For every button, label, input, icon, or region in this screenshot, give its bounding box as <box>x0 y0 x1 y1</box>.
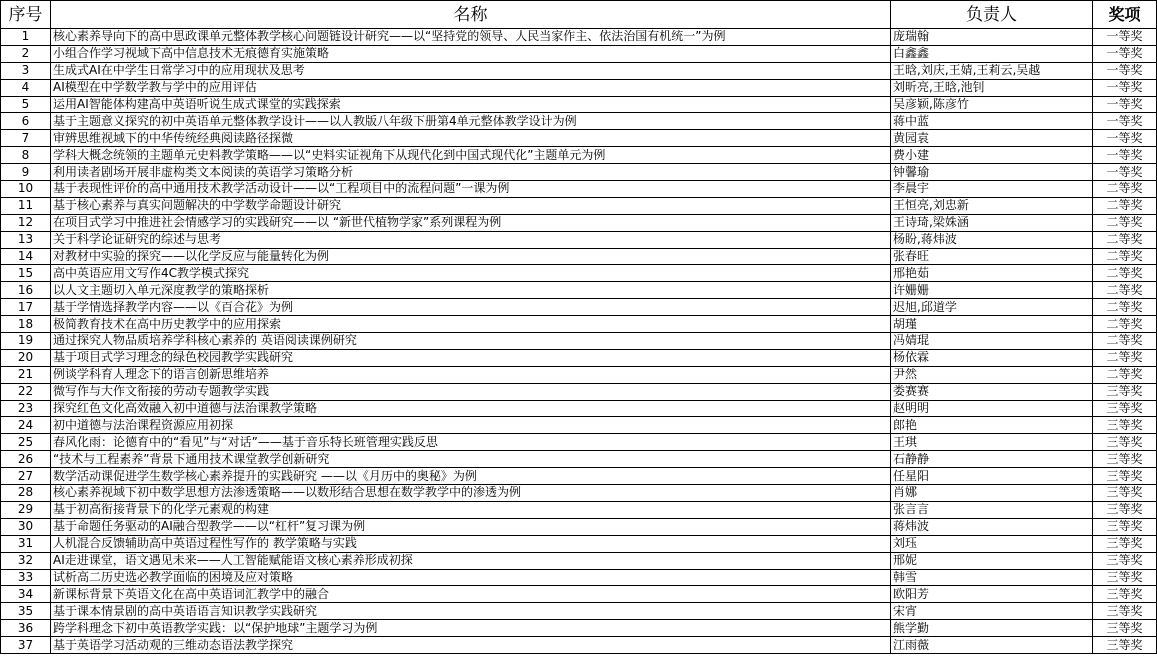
cell-no[interactable]: 26 <box>1 451 51 468</box>
cell-no[interactable]: 34 <box>1 586 51 603</box>
cell-award[interactable]: 二等奖 <box>1093 214 1157 231</box>
cell-person[interactable]: 熊学勤 <box>891 620 1093 637</box>
table-row <box>1 485 1157 502</box>
cell-award[interactable]: 二等奖 <box>1093 282 1157 299</box>
table-row <box>1 248 1157 265</box>
cell-person[interactable]: 许姗姗 <box>891 282 1093 299</box>
cell-person[interactable]: 王恒亮,刘忠新 <box>891 197 1093 214</box>
cell-name[interactable]: 基于初高衔接背景下的化学元素观的构建 <box>51 501 891 518</box>
table-row <box>1 535 1157 552</box>
cell-person[interactable]: 娄赛赛 <box>891 383 1093 400</box>
cell-name[interactable]: 数学活动课促进学生数学核心素养提升的实践研究 ——以《月历中的奥秘》为例 <box>51 468 891 485</box>
table-row <box>1 552 1157 569</box>
cell-person[interactable]: 吴彦颖,陈彦竹 <box>891 96 1093 113</box>
cell-person[interactable]: 韩雪 <box>891 569 1093 586</box>
cell-name[interactable]: 微写作与大作文衔接的劳动专题教学实践 <box>51 383 891 400</box>
cell-name[interactable]: 在项目式学习中推进社会情感学习的实践研究——以 “新世代植物学家”系列课程为例 <box>51 214 891 231</box>
cell-name[interactable]: 基于英语学习活动观的三维动态语法教学探究 <box>51 637 891 654</box>
table-row <box>1 620 1157 637</box>
cell-name[interactable]: 新课标背景下英语文化在高中英语词汇教学中的融合 <box>51 586 891 603</box>
cell-no[interactable]: 1 <box>1 29 51 46</box>
cell-no[interactable]: 27 <box>1 468 51 485</box>
table-row <box>1 299 1157 316</box>
cell-name[interactable]: AI走进课堂，语文遇见未来——人工智能赋能语文核心素养形成初探 <box>51 552 891 569</box>
cell-person[interactable]: 李晨宇 <box>891 181 1093 198</box>
cell-no[interactable]: 6 <box>1 113 51 130</box>
cell-name[interactable]: “技术与工程素养”背景下通用技术课堂教学创新研究 <box>51 451 891 468</box>
cell-person[interactable]: 刘昕亮,王晗,池钊 <box>891 79 1093 96</box>
cell-name[interactable]: 通过探究人物品质培养学科核心素养的 英语阅读课例研究 <box>51 333 891 350</box>
cell-award[interactable]: 三等奖 <box>1093 603 1157 620</box>
cell-name[interactable]: 高中英语应用文写作4C教学模式探究 <box>51 265 891 282</box>
cell-person[interactable]: 张言言 <box>891 501 1093 518</box>
table-row <box>1 265 1157 282</box>
cell-name[interactable]: 对教材中实验的探究——以化学反应与能量转化为例 <box>51 248 891 265</box>
table-row <box>1 383 1157 400</box>
cell-no[interactable]: 19 <box>1 333 51 350</box>
table-row <box>1 637 1157 654</box>
cell-person[interactable]: 尹然 <box>891 366 1093 383</box>
table-row <box>1 29 1157 46</box>
cell-no[interactable]: 9 <box>1 164 51 181</box>
cell-person[interactable]: 任星阳 <box>891 468 1093 485</box>
header-name[interactable]: 名称 <box>51 1 891 29</box>
cell-name[interactable]: 跨学科理念下初中英语教学实践：以“保护地球”主题学习为例 <box>51 620 891 637</box>
cell-award[interactable]: 二等奖 <box>1093 265 1157 282</box>
cell-no[interactable]: 12 <box>1 214 51 231</box>
cell-person[interactable]: 王琪 <box>891 434 1093 451</box>
table-row <box>1 501 1157 518</box>
header-no[interactable]: 序号 <box>1 1 51 29</box>
cell-person[interactable]: 迟旭,邱道学 <box>891 299 1093 316</box>
cell-no[interactable]: 17 <box>1 299 51 316</box>
table-row <box>1 231 1157 248</box>
cell-name[interactable]: 基于学情选择教学内容——以《百合花》为例 <box>51 299 891 316</box>
cell-no[interactable]: 37 <box>1 637 51 654</box>
cell-name[interactable]: 人机混合反馈辅助高中英语过程性写作的 教学策略与实践 <box>51 535 891 552</box>
table-header <box>1 1 1157 29</box>
table-row <box>1 164 1157 181</box>
cell-award[interactable]: 一等奖 <box>1093 164 1157 181</box>
cell-name[interactable]: 探究红色文化高效融入初中道德与法治课教学策略 <box>51 400 891 417</box>
cell-person[interactable]: 蒋中蓝 <box>891 113 1093 130</box>
table-row <box>1 45 1157 62</box>
table-row <box>1 569 1157 586</box>
cell-no[interactable]: 11 <box>1 197 51 214</box>
cell-no[interactable]: 3 <box>1 62 51 79</box>
cell-award[interactable]: 三等奖 <box>1093 417 1157 434</box>
table-row <box>1 62 1157 79</box>
cell-no[interactable]: 10 <box>1 181 51 198</box>
cell-no[interactable]: 33 <box>1 569 51 586</box>
table-row <box>1 603 1157 620</box>
table-row <box>1 197 1157 214</box>
cell-name[interactable]: 基于命题任务驱动的AI融合型教学——以“杠杆”复习课为例 <box>51 518 891 535</box>
table-row <box>1 113 1157 130</box>
table-row <box>1 333 1157 350</box>
table-row <box>1 130 1157 147</box>
cell-person[interactable]: 胡瑾 <box>891 316 1093 333</box>
cell-name[interactable]: 生成式AI在中学生日常学习中的应用现状及思考 <box>51 62 891 79</box>
cell-name[interactable]: 基于核心素养与真实问题解决的中学数学命题设计研究 <box>51 197 891 214</box>
cell-name[interactable]: 利用读者剧场开展非虚构类文本阅读的英语学习策略分析 <box>51 164 891 181</box>
cell-award[interactable]: 三等奖 <box>1093 434 1157 451</box>
header-person[interactable]: 负责人 <box>891 1 1093 29</box>
cell-no[interactable]: 22 <box>1 383 51 400</box>
cell-person[interactable]: 邢艳茹 <box>891 265 1093 282</box>
cell-no[interactable]: 13 <box>1 231 51 248</box>
cell-no[interactable]: 21 <box>1 366 51 383</box>
cell-person[interactable]: 欧阳芳 <box>891 586 1093 603</box>
table-row <box>1 518 1157 535</box>
cell-award[interactable]: 一等奖 <box>1093 113 1157 130</box>
cell-person[interactable]: 庞瑞翰 <box>891 29 1093 46</box>
cell-award[interactable]: 三等奖 <box>1093 535 1157 552</box>
cell-award[interactable]: 三等奖 <box>1093 518 1157 535</box>
cell-person[interactable]: 钟馨瑜 <box>891 164 1093 181</box>
cell-person[interactable]: 石静静 <box>891 451 1093 468</box>
cell-name[interactable]: 试析高二历史选必教学面临的困境及应对策略 <box>51 569 891 586</box>
cell-no[interactable]: 4 <box>1 79 51 96</box>
cell-no[interactable]: 15 <box>1 265 51 282</box>
cell-name[interactable]: 以人文主题切入单元深度教学的策略探析 <box>51 282 891 299</box>
header-row <box>1 1 1157 29</box>
table-row <box>1 181 1157 198</box>
cell-person[interactable]: 郎艳 <box>891 417 1093 434</box>
cell-award[interactable]: 一等奖 <box>1093 147 1157 164</box>
cell-no[interactable]: 18 <box>1 316 51 333</box>
table-row <box>1 79 1157 96</box>
cell-award[interactable]: 一等奖 <box>1093 29 1157 46</box>
cell-name[interactable]: 核心素养视域下初中数学思想方法渗透策略——以数形结合思想在数学教学中的渗透为例 <box>51 485 891 502</box>
cell-award[interactable]: 三等奖 <box>1093 501 1157 518</box>
cell-no[interactable]: 25 <box>1 434 51 451</box>
cell-award[interactable]: 二等奖 <box>1093 197 1157 214</box>
cell-person[interactable]: 赵明明 <box>891 400 1093 417</box>
cell-no[interactable]: 29 <box>1 501 51 518</box>
cell-name[interactable]: 关于科学论证研究的综述与思考 <box>51 231 891 248</box>
cell-name[interactable]: 学科大概念统领的主题单元史料教学策略——以“史料实证视角下从现代化到中国式现代化”主题单元为例 <box>51 147 891 164</box>
cell-award[interactable]: 二等奖 <box>1093 316 1157 333</box>
cell-no[interactable]: 32 <box>1 552 51 569</box>
cell-person[interactable]: 白鑫鑫 <box>891 45 1093 62</box>
cell-name[interactable]: 春风化雨：论德育中的“看见”与“对话”——基于音乐特长班管理实践反思 <box>51 434 891 451</box>
cell-name[interactable]: 运用AI智能体构建高中英语听说生成式课堂的实践探索 <box>51 96 891 113</box>
cell-award[interactable]: 二等奖 <box>1093 366 1157 383</box>
cell-award[interactable]: 三等奖 <box>1093 485 1157 502</box>
cell-person[interactable]: 邢妮 <box>891 552 1093 569</box>
cell-person[interactable]: 黄园袁 <box>891 130 1093 147</box>
cell-award[interactable]: 三等奖 <box>1093 620 1157 637</box>
cell-person[interactable]: 蒋炜波 <box>891 518 1093 535</box>
cell-person[interactable]: 江雨薇 <box>891 637 1093 654</box>
table-row <box>1 147 1157 164</box>
cell-person[interactable]: 费小建 <box>891 147 1093 164</box>
table-row <box>1 434 1157 451</box>
cell-award[interactable]: 三等奖 <box>1093 552 1157 569</box>
table-row <box>1 586 1157 603</box>
cell-no[interactable]: 16 <box>1 282 51 299</box>
cell-person[interactable]: 宋宵 <box>891 603 1093 620</box>
cell-no[interactable]: 35 <box>1 603 51 620</box>
table-body <box>1 29 1157 654</box>
cell-award[interactable]: 三等奖 <box>1093 586 1157 603</box>
cell-no[interactable]: 20 <box>1 349 51 366</box>
cell-no[interactable]: 24 <box>1 417 51 434</box>
cell-award[interactable]: 二等奖 <box>1093 231 1157 248</box>
cell-name[interactable]: AI模型在中学数学教与学中的应用评估 <box>51 79 891 96</box>
cell-award[interactable]: 一等奖 <box>1093 79 1157 96</box>
cell-award[interactable]: 二等奖 <box>1093 333 1157 350</box>
cell-no[interactable]: 28 <box>1 485 51 502</box>
cell-no[interactable]: 30 <box>1 518 51 535</box>
cell-person[interactable]: 杨依霖 <box>891 349 1093 366</box>
cell-person[interactable]: 刘珏 <box>891 535 1093 552</box>
cell-no[interactable]: 14 <box>1 248 51 265</box>
cell-person[interactable]: 张春旺 <box>891 248 1093 265</box>
cell-person[interactable]: 冯婧琨 <box>891 333 1093 350</box>
cell-no[interactable]: 23 <box>1 400 51 417</box>
cell-person[interactable]: 王诗琦,梁姝涵 <box>891 214 1093 231</box>
cell-name[interactable]: 基于主题意义探究的初中英语单元整体教学设计——以人教版八年级下册第4单元整体教学设计为例 <box>51 113 891 130</box>
cell-no[interactable]: 8 <box>1 147 51 164</box>
cell-award[interactable]: 二等奖 <box>1093 299 1157 316</box>
cell-no[interactable]: 2 <box>1 45 51 62</box>
table-row <box>1 214 1157 231</box>
table-row <box>1 451 1157 468</box>
cell-name[interactable]: 基于项目式学习理念的绿色校园教学实践研究 <box>51 349 891 366</box>
cell-no[interactable]: 5 <box>1 96 51 113</box>
cell-name[interactable]: 审辨思维视域下的中华传统经典阅读路径探微 <box>51 130 891 147</box>
cell-name[interactable]: 极简教育技术在高中历史教学中的应用探索 <box>51 316 891 333</box>
table-row <box>1 316 1157 333</box>
cell-award[interactable]: 二等奖 <box>1093 349 1157 366</box>
cell-award[interactable]: 一等奖 <box>1093 45 1157 62</box>
cell-name[interactable]: 核心素养导向下的高中思政课单元整体教学核心问题链设计研究——以“坚持党的领导、人民当家作主、依法治国有机统一”为例 <box>51 29 891 46</box>
cell-award[interactable]: 三等奖 <box>1093 400 1157 417</box>
header-award[interactable]: 奖项 <box>1093 1 1157 29</box>
cell-no[interactable]: 36 <box>1 620 51 637</box>
cell-person[interactable]: 肖娜 <box>891 485 1093 502</box>
cell-name[interactable]: 基于表现性评价的高中通用技术教学活动设计——以“工程项目中的流程问题”一课为例 <box>51 181 891 198</box>
cell-no[interactable]: 7 <box>1 130 51 147</box>
cell-award[interactable]: 一等奖 <box>1093 130 1157 147</box>
cell-name[interactable]: 例谈学科育人理念下的语言创新思维培养 <box>51 366 891 383</box>
table-row <box>1 96 1157 113</box>
cell-award[interactable]: 三等奖 <box>1093 468 1157 485</box>
cell-award[interactable]: 二等奖 <box>1093 181 1157 198</box>
table-row <box>1 366 1157 383</box>
cell-name[interactable]: 初中道德与法治课程资源应用初探 <box>51 417 891 434</box>
cell-no[interactable]: 31 <box>1 535 51 552</box>
cell-award[interactable]: 三等奖 <box>1093 637 1157 654</box>
cell-name[interactable]: 小组合作学习视域下高中信息技术无痕德育实施策略 <box>51 45 891 62</box>
cell-person[interactable]: 杨盼,蒋炜波 <box>891 231 1093 248</box>
table-row <box>1 417 1157 434</box>
cell-award[interactable]: 一等奖 <box>1093 96 1157 113</box>
cell-award[interactable]: 二等奖 <box>1093 248 1157 265</box>
cell-award[interactable]: 三等奖 <box>1093 569 1157 586</box>
table-row <box>1 349 1157 366</box>
table-row <box>1 468 1157 485</box>
cell-person[interactable]: 王晗,刘庆,王婧,王莉云,吴越 <box>891 62 1093 79</box>
cell-name[interactable]: 基于课本情景剧的高中英语语言知识教学实践研究 <box>51 603 891 620</box>
cell-award[interactable]: 一等奖 <box>1093 62 1157 79</box>
table-row <box>1 400 1157 417</box>
table-row <box>1 282 1157 299</box>
cell-award[interactable]: 三等奖 <box>1093 451 1157 468</box>
cell-award[interactable]: 三等奖 <box>1093 383 1157 400</box>
